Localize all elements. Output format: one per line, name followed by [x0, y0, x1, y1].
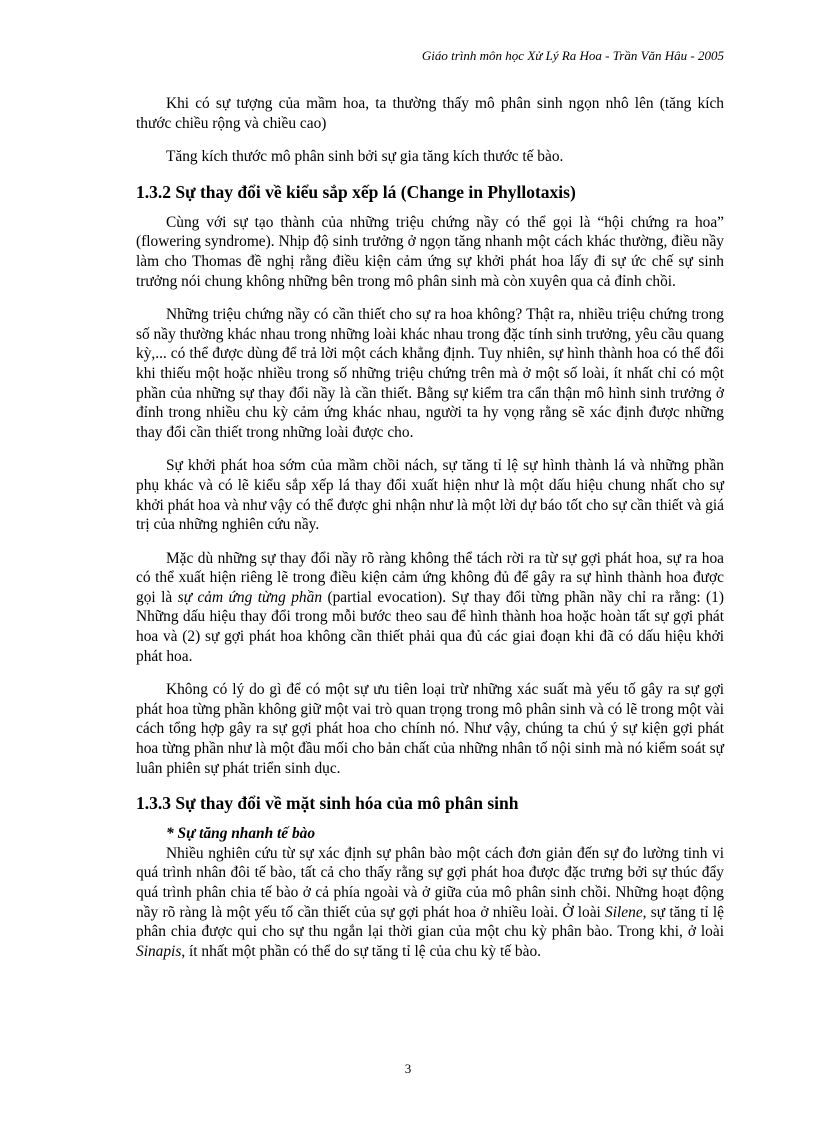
paragraph-2: Tăng kích thước mô phân sinh bởi sự gia tăng kích thước tế bào. — [166, 148, 564, 166]
species-sinapis: Sinapis — [136, 942, 182, 960]
page-body — [136, 94, 724, 961]
page-number: 3 — [404, 1061, 412, 1076]
paragraph-7: Không có lý do gì để có một sự ưu tiên loại trừ những xác suất mà yếu tố gây ra sự gợi phát hoa từng phần không giữ một vai trò quan trọng trong mô phân sinh và có lẽ trong một vài cách tổng hợp gây ra sự gợi phát hoa cho chính nó. Như vậy, chúng ta chú ý sự kiện gợi phát hoa từng phần như là một đầu mối cho bản chất của những nhân tố nội sinh mà nó kiểm soát sự luân phiên sự phát triển sinh dục. — [136, 681, 724, 777]
paragraph-8-part-b: , sự tăng tỉ lệ phân chia được qui cho sự thu ngắn lại thời gian của một chu kỳ phân bào. Trong khi, ở loài — [136, 903, 724, 941]
running-header: Giáo trình môn học Xử Lý Ra Hoa - Trần Văn Hâu - 2005 — [421, 48, 724, 63]
section-heading-1-3-3: 1.3.3 Sự thay đổi về mặt sinh hóa của mô phân sinh — [136, 793, 519, 814]
species-silene: Silene — [605, 903, 643, 921]
paragraph-8-part-c: , ít nhất một phần có thể do sự tăng tỉ lệ của chu kỳ tế bào. — [181, 942, 542, 960]
paragraph-5: Sự khởi phát hoa sớm của mầm chồi nách, sự tăng tỉ lệ sự hình thành lá và những phần phụ khác và có lẽ kiểu sắp xếp lá thay đổi xuất hiện như là một dấu hiệu chung nhất cho sự khởi phát hoa và như vậy có thể được ghi nhận như là một lời dự báo tốt cho sự cần thiết và giá trị của những nghiên cứu nầy. — [136, 457, 724, 534]
section-heading-1-3-2: 1.3.2 Sự thay đổi về kiểu sắp xếp lá (Change in Phyllotaxis) — [136, 181, 576, 202]
paragraph-8-part-a: Nhiều nghiên cứu từ sự xác định sự phân bào một cách đơn giản đến sự đo lường tinh vi quá trình nhân đôi tế bào, tất cả cho thấy rằng sự gợi phát hoa được đặc trưng bởi sự thúc đẩy quá trình phân chia tế bào ở cả phía ngoài và ở giữa của mô phân sinh chồi. Những hoạt động nầy rõ ràng là một yếu tố cần thiết của sự gợi phát hoa ở nhiều loài. Ở loài — [136, 844, 724, 921]
subheading-cell-proliferation: * Sự tăng nhanh tế bào — [166, 825, 316, 843]
paragraph-6-part-a: Mặc dù những sự thay đổi nầy rõ ràng không thể tách rời ra từ sự gợi phát hoa, sự ra hoa có thể xuất hiện riêng lẽ trong điều kiện cảm ứng không đủ để gây ra sự hình thành hoa được gọi là — [136, 549, 724, 606]
paragraph-6-part-b: (partial evocation). Sự thay đổi từng phần nầy chỉ ra rằng: (1) Những dấu hiệu thay đổi trong mỗi bước theo sau để hình thành hoa hoặc hoàn tất sự gợi phát hoa và (2) sự gợi phát hoa không cần thiết phải qua đủ các giai đoạn khi đã có dấu hiệu khởi phát hoa. — [136, 588, 724, 665]
paragraph-6 — [136, 549, 724, 667]
paragraph-1: Khi có sự tượng của mầm hoa, ta thường thấy mô phân sinh ngọn nhô lên (tăng kích thước chiều rộng và chiều cao) — [136, 95, 724, 132]
paragraph-8 — [136, 844, 724, 962]
paragraph-3: Cùng với sự tạo thành của những triệu chứng nầy có thể gọi là “hội chứng ra hoa” (flowering syndrome). Nhịp độ sinh trưởng ở ngọn tăng nhanh một cách khác thường, điều nầy làm cho Thomas đề nghị rằng điều kiện cảm ứng sự khởi phát hoa lấy đi sự ức chế sự sinh trưởng nói chung không những bên trong mô phân sinh mà còn xuyên qua cả đỉnh chồi. — [136, 213, 724, 290]
partial-evocation-term: sự cảm ứng từng phần — [177, 588, 323, 606]
paragraph-4: Những triệu chứng nầy có cần thiết cho sự ra hoa không? Thật ra, nhiều triệu chứng trong số nầy thường khác nhau trong những loài khác nhau trong đặc tính sinh trưởng, yêu cầu quang kỳ,... có thể được dùng để trả lời một cách khẳng định. Tuy nhiên, sự hình thành hoa có thể đổi khi thiếu một hoặc nhiều trong số những triệu chứng trên mà ở một số loài, ít nhất chỉ có một phần của những sự thay đổi nầy là cần thiết. Bằng sự kiểm tra cẩn thận mô hình sinh trưởng ở đỉnh trong nhiều chu kỳ cảm ứng khác nhau, người ta hy vọng rằng sẽ xác định được những thay đổi cần thiết trong những loài được cho. — [136, 306, 724, 441]
